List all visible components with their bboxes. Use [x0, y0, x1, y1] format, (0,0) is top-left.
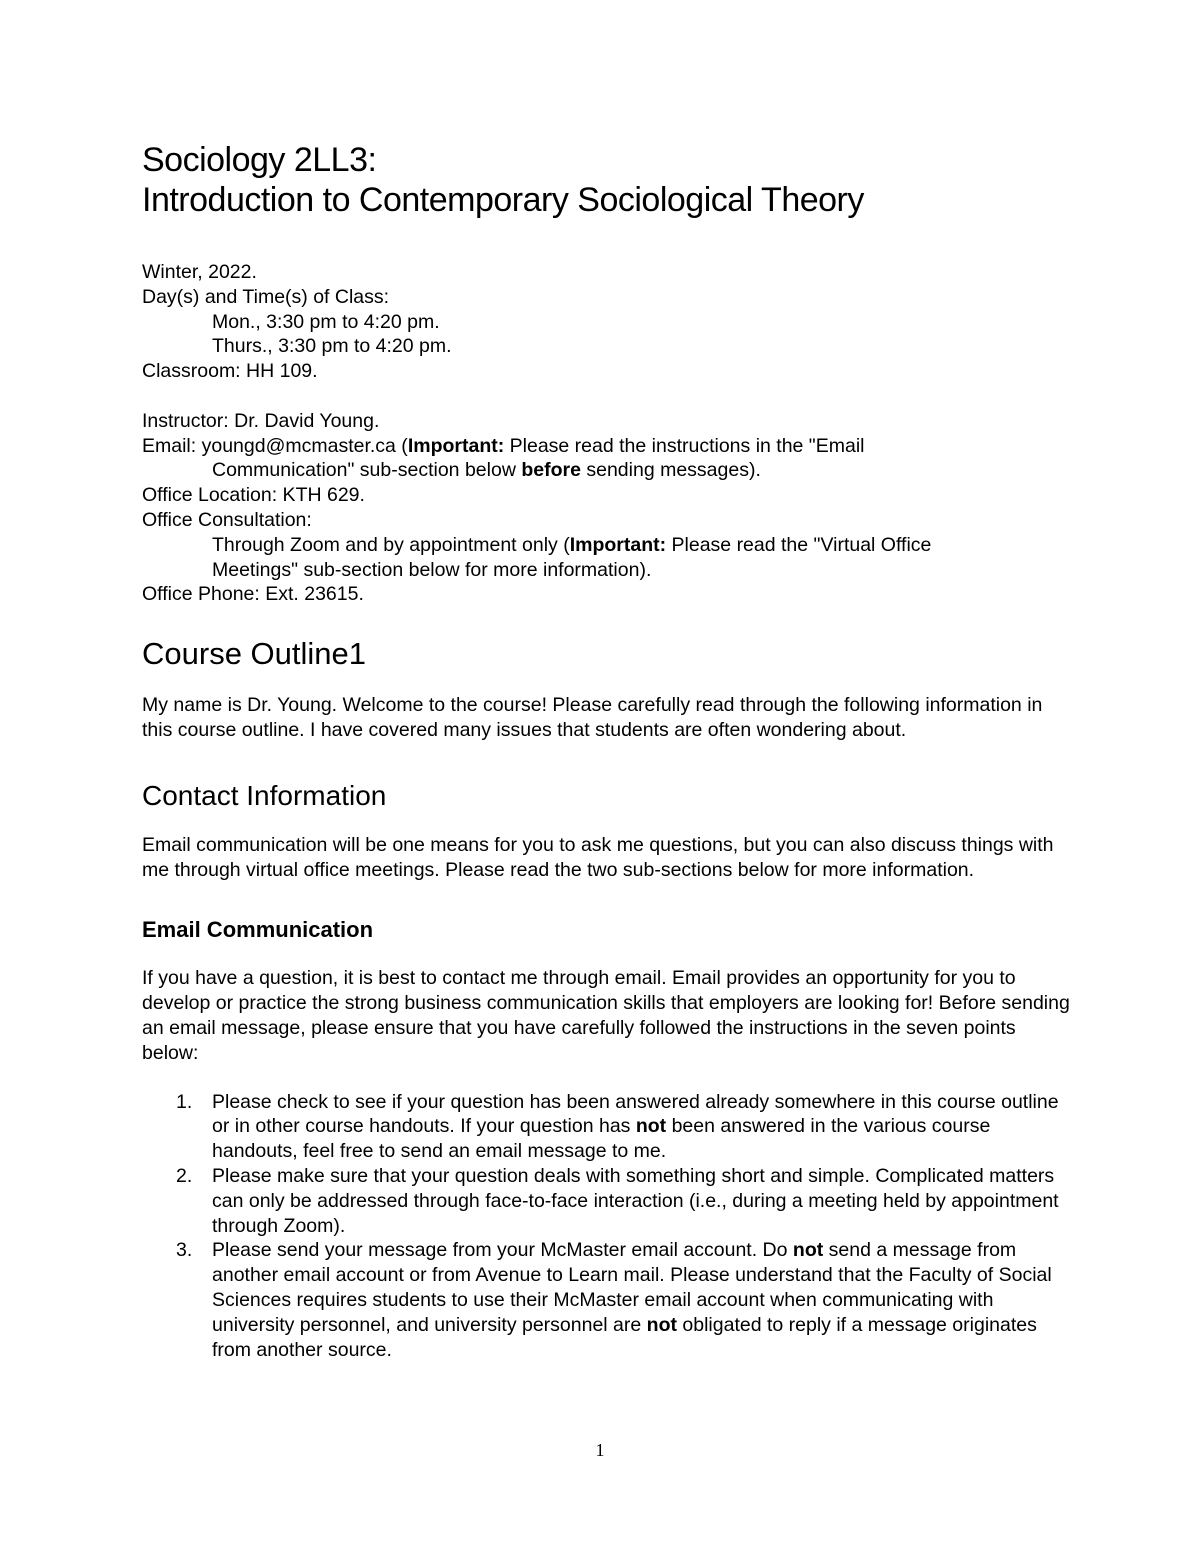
course-outline-heading: Course Outline1	[142, 636, 367, 672]
document-title	[142, 140, 1072, 220]
classroom: Classroom: HH 109.	[142, 360, 318, 383]
office-phone: Office Phone: Ext. 23615.	[142, 583, 364, 606]
term: Winter, 2022.	[142, 261, 257, 283]
page-number: 1	[595, 1440, 605, 1460]
email-communication-body: If you have a question, it is best to contact me through email. Email provides an opportunity for you to develop or practice the strong business communication skills that employers are looking for! Before sending an email message, please ensure that you have carefully followed the instructions in the seven points below:	[142, 967, 1070, 1064]
email-line: Email: youngd@mcmaster.ca (Important: Please read the instructions in the "Email	[142, 434, 865, 457]
title-line-2: Introduction to Contemporary Sociological Theory	[142, 181, 864, 219]
office-consultation-line-2: Meetings" sub-section below for more information).	[212, 558, 652, 581]
list-item: 2. Please make sure that your question deals with something short and simple. Complicated matters can only be addressed through face-to-face interaction (i.e., during a meeting held by appointment through Zoom).	[176, 1164, 1059, 1237]
office-consultation-label: Office Consultation:	[142, 508, 312, 531]
course-info	[142, 260, 1072, 607]
course-outline-body: My name is Dr. Young. Welcome to the course! Please carefully read through the following information in this course outline. I have covered many issues that students are often wondering about.	[142, 694, 1043, 741]
class-time-thurs: Thurs., 3:30 pm to 4:20 pm.	[212, 335, 452, 358]
class-days-label: Day(s) and Time(s) of Class:	[142, 285, 390, 308]
document-page	[142, 140, 1072, 1362]
class-time-mon: Mon., 3:30 pm to 4:20 pm.	[212, 310, 440, 333]
list-item: 3. Please send your message from your McMaster email account. Do not send a message from another email account or from Avenue to Learn mail. Please understand that the Faculty of Social Sciences requires students to use their McMaster email account when communicating with university personnel, and university personnel are not obligated to reply if a message originates from another source.	[176, 1239, 1052, 1361]
email-communication-heading: Email Communication	[142, 917, 374, 943]
email-line-2: Communication" sub-section below before sending messages).	[212, 459, 761, 482]
contact-heading: Contact Information	[142, 779, 387, 811]
email-instructions-list	[142, 1090, 1072, 1363]
list-item: 1. Please check to see if your question has been answered already somewhere in this course outline or in other course handouts. If your question has not been answered in the various course handouts, feel free to send an email message to me.	[176, 1090, 1059, 1163]
title-line-1: Sociology 2LL3:	[142, 141, 377, 179]
office-consultation-line-1: Through Zoom and by appointment only (Important: Please read the "Virtual Office	[212, 533, 932, 556]
instructor: Instructor: Dr. David Young.	[142, 409, 380, 432]
office-location: Office Location: KTH 629.	[142, 484, 365, 507]
contact-body: Email communication will be one means for you to ask me questions, but you can also discuss things with me through virtual office meetings. Please read the two sub-sections below for more information.	[142, 833, 1054, 881]
